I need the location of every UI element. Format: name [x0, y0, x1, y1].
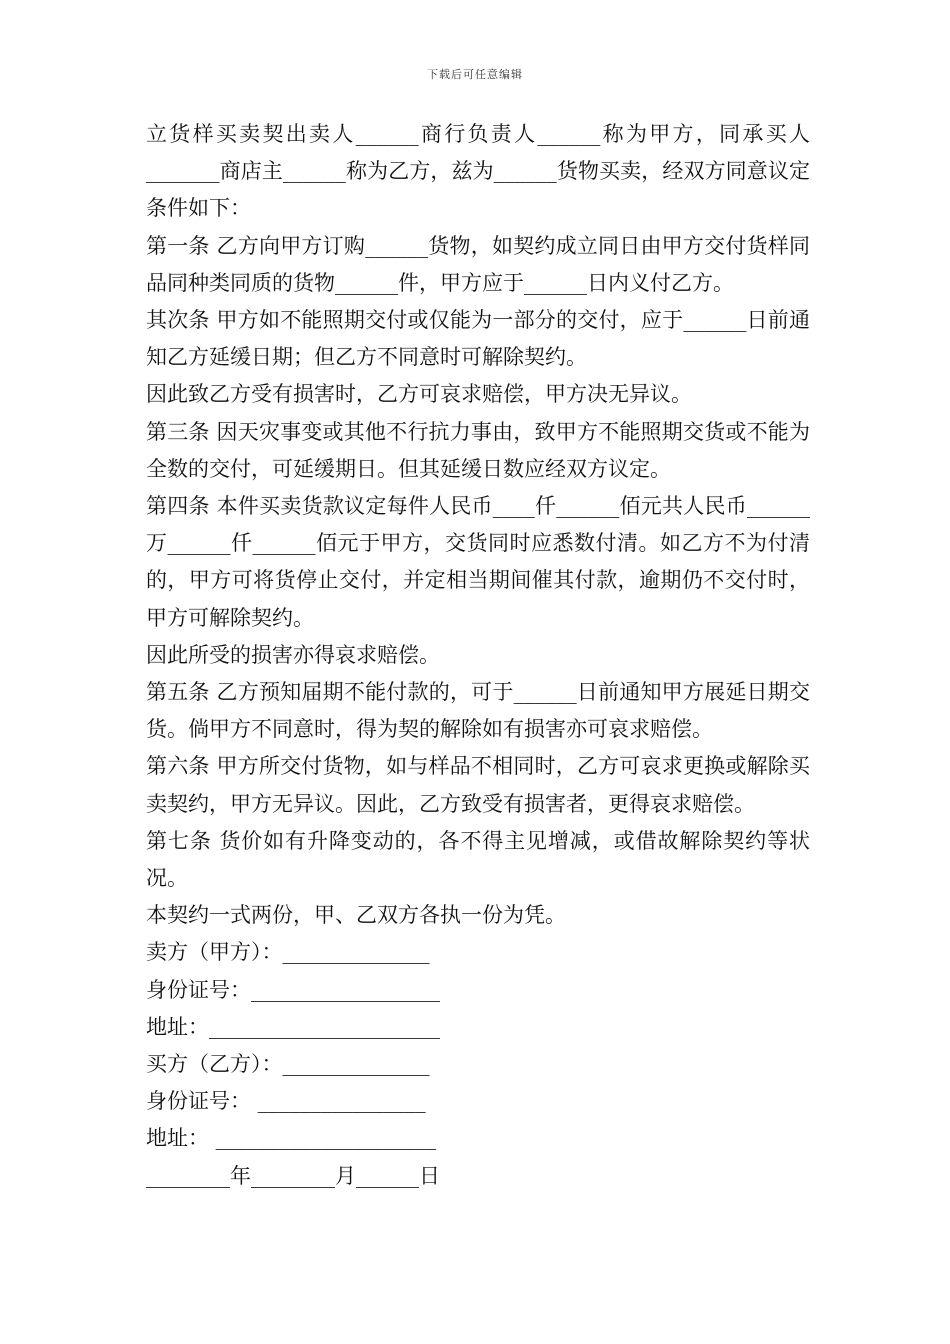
buyer-id-line: 身份证号： ________________	[146, 1089, 426, 1114]
article-4-continuation: 因此所受的损害亦得哀求赔偿。	[146, 642, 440, 667]
article-7: 第七条 货价如有升降变动的，各不得主见增减，或借故解除契约等状况。	[146, 828, 810, 891]
buyer-address-line: 地址： _____________________	[146, 1126, 437, 1151]
article-5: 第五条 乙方预知届期不能付款的，可于______日前通知甲方展延日期交货。倘甲方不同意时，得为契的解除如有损害亦可哀求赔偿。	[146, 680, 810, 742]
buyer-signature-line: 买方（乙方）：______________	[146, 1052, 430, 1077]
article-1: 第一条 乙方向甲方订购______货物，如契约成立同日由甲方交付货样同品同种类同质的货物______件，甲方应于______日内义付乙方。	[146, 233, 810, 295]
article-2: 其次条 甲方如不能照期交付或仅能为一部分的交付，应于______日前通知乙方延缓日期；但乙方不同意时可解除契约。	[146, 308, 810, 370]
date-line: ________年________月______日	[146, 1163, 440, 1188]
seller-address-line: 地址：______________________	[146, 1014, 440, 1039]
contract-body	[146, 116, 810, 1195]
seller-id-line: 身份证号：__________________	[146, 977, 440, 1002]
article-3: 第三条 因天灾事变或其他不行抗力事由，致甲方不能照期交货或不能为全数的交付，可延缓期日。但其延缓日数应经双方议定。	[146, 419, 810, 481]
seller-signature-line: 卖方（甲方）：______________	[146, 940, 430, 965]
article-4: 第四条 本件买卖货款议定每件人民币____仟______佰元共人民币______万______仟______佰元于甲方，交货同时应悉数付清。如乙方不为付清的，甲方可将货停止交付，并定相当期间催其付款，逾期仍不交付时，甲方可解除契约。	[146, 494, 810, 630]
preamble-paragraph: 立货样买卖契出卖人______商行负责人______称为甲方，同承买人_______商店主______称为乙方，兹为______货物买卖，经双方同意议定条件如下：	[146, 122, 810, 221]
copies-clause: 本契约一式两份，甲、乙双方各执一份为凭。	[146, 903, 566, 928]
article-6: 第六条 甲方所交付货物，如与样品不相同时，乙方可哀求更换或解除买卖契约，甲方无异议。因此，乙方致受有损害者，更得哀求赔偿。	[146, 754, 810, 816]
article-2-continuation: 因此致乙方受有损害时，乙方可哀求赔偿，甲方决无异议。	[146, 382, 692, 407]
page-header-note: 下载后可任意编辑	[427, 68, 523, 81]
